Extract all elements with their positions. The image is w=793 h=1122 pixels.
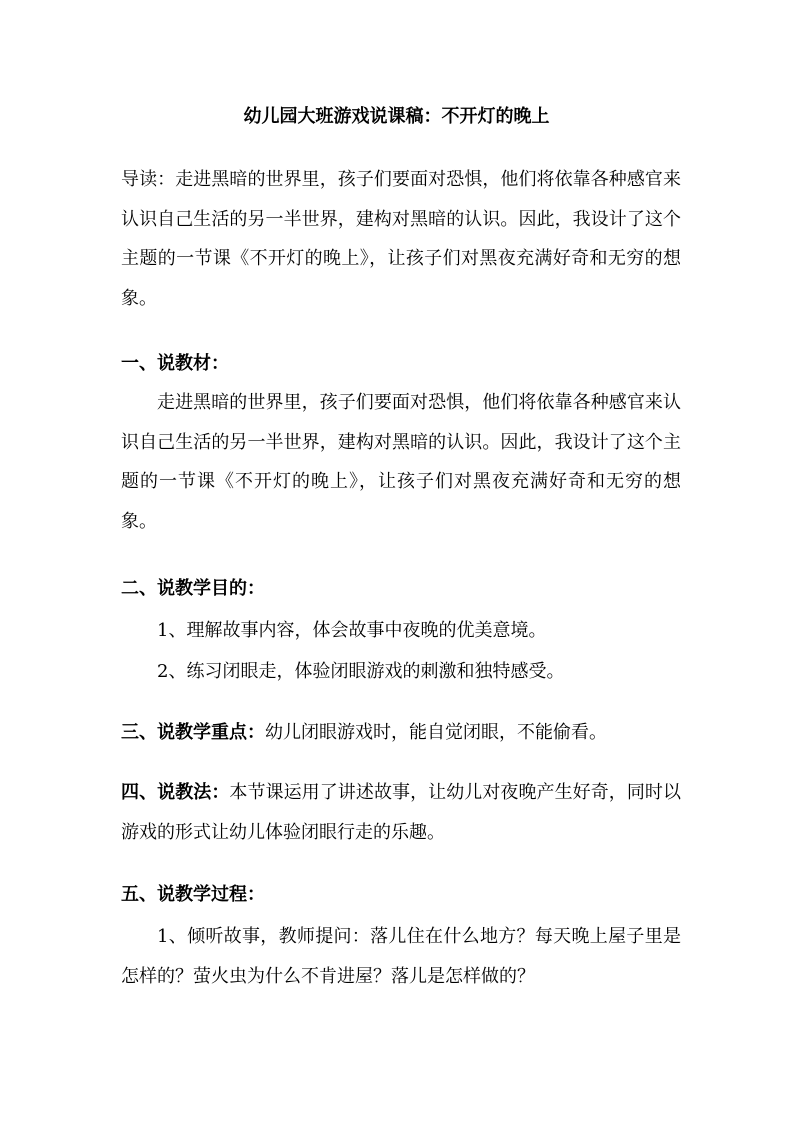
intro-paragraph: 导读：走进黑暗的世界里，孩子们要面对恐惧，他们将依靠各种感官来认识自己生活的另一半世界，建构对黑暗的认识。因此，我设计了这个主题的一节课《不开灯的晚上》，让孩子们对黑夜充满好奇和无穷的想象。 [121,169,681,309]
section-5-body: 1、倾听故事，教师提问：落儿住在什么地方？每天晚上屋子里是怎样的？萤火虫为什么不肯进屋？落儿是怎样做的？ [121,926,681,987]
section-4-heading: 四、说教法： [121,782,230,803]
section-1-heading: 一、说教材： [121,353,229,374]
section-2-heading: 二、说教学目的： [121,578,265,599]
document-title: 幼儿园大班游戏说课稿：不开灯的晚上 [243,106,550,127]
section-1-body: 走进黑暗的世界里，孩子们要面对恐惧，他们将依靠各种感官来认识自己生活的另一半世界，建构对黑暗的认识。因此，我设计了这个主题的一节课《不开灯的晚上》，让孩子们对黑夜充满好奇和无穷的想象。 [121,392,681,532]
section-3-text: 幼儿闭眼游戏时，能自觉闭眼，不能偷看。 [265,722,607,743]
section-3 [121,713,681,753]
section-5-heading: 五、说教学过程： [121,884,265,905]
section-4-text: 本节课运用了讲述故事，让幼儿对夜晚产生好奇，同时以游戏的形式让幼儿体验闭眼行走的乐趣。 [121,782,682,843]
section-2-item-1: 1、理解故事内容，体会故事中夜晚的优美意境。 [157,620,547,641]
section-4 [121,773,681,852]
section-3-heading: 三、说教学重点： [121,722,265,743]
section-2-item-2: 2、练习闭眼走，体验闭眼游戏的刺激和独特感受。 [157,661,565,682]
